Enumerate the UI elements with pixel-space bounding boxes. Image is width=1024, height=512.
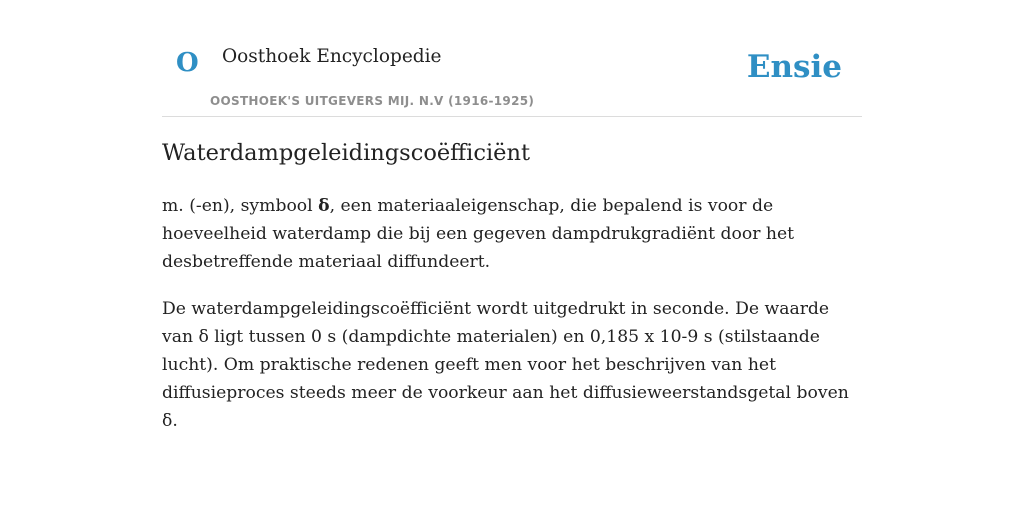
- article-title: Waterdampgeleidingscoëfficiënt: [162, 140, 531, 166]
- paragraph-definition: [162, 192, 862, 276]
- publisher-label: OOSTHOEK'S UITGEVERS MIJ. N.V (1916-1925): [210, 94, 535, 108]
- logo-mark[interactable]: O: [176, 48, 199, 78]
- symbol-delta: δ: [318, 196, 330, 216]
- content-column: [162, 0, 862, 431]
- definition-lead: m. (-en), symbool: [162, 196, 319, 216]
- brand-logo[interactable]: Ensie: [746, 49, 842, 85]
- definition-rest: , een materiaaleigenschap, die bepalend is voor de hoeveelheid waterdamp die bij een gegeven dampdrukgradiënt door het desbetreffende materiaal diffundeert.: [162, 196, 795, 272]
- site-name[interactable]: Oosthoek Encyclopedie: [222, 46, 442, 67]
- paragraph-details: De waterdampgeleidingscoëfficiënt wordt uitgedrukt in seconde. De waarde van δ ligt tussen 0 s (dampdichte materialen) en 0,185 x 10-9 s (stilstaande lucht). Om praktische redenen geeft men voor het beschrijven van het diffusieproces steeds meer de voorkeur aan het diffusieweerstandsgetal boven δ.: [162, 299, 849, 431]
- article-body: [162, 192, 862, 454]
- site-header: [162, 0, 862, 117]
